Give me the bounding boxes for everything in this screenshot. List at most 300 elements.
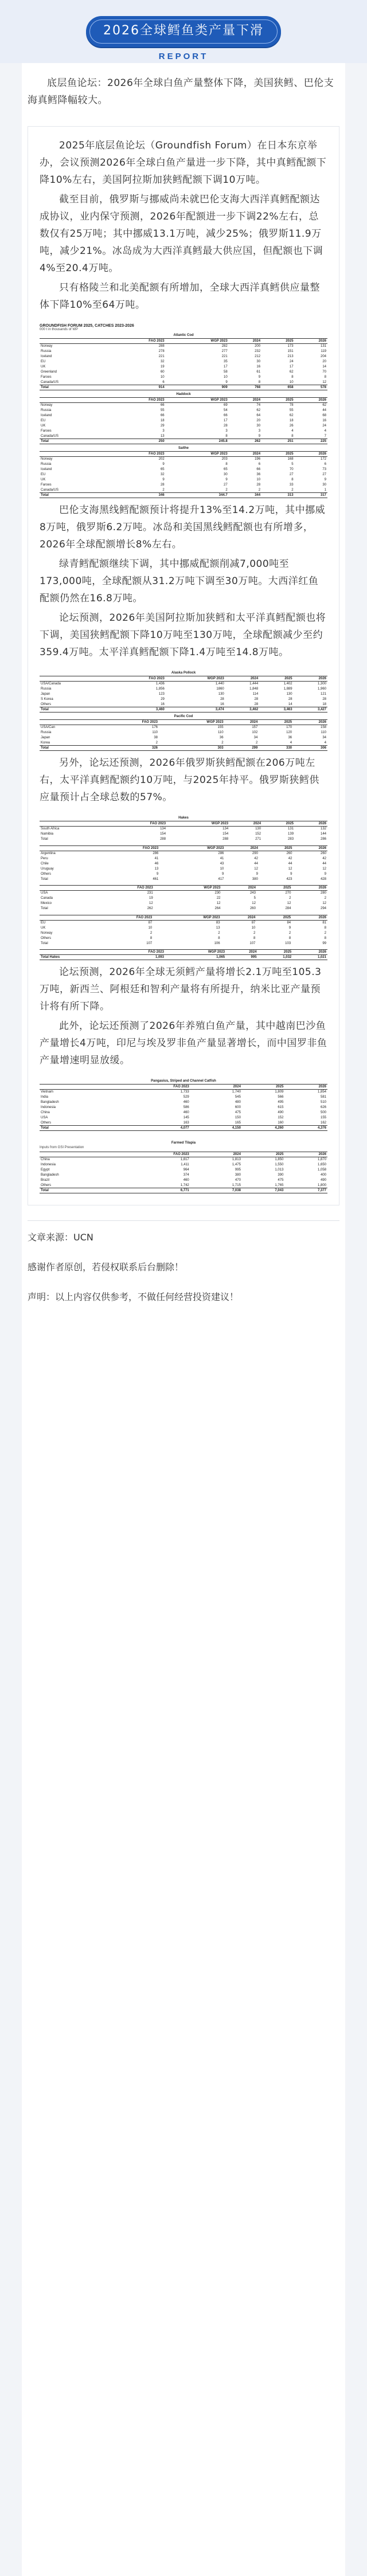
table-cell: 9 [225, 380, 228, 384]
table-cell: 8 [150, 936, 153, 940]
table-cell: 34 [253, 736, 258, 739]
table-cell: 12 [322, 902, 326, 905]
column-header: 2024 [229, 398, 261, 403]
table-row [40, 930, 327, 935]
column-header: 2025 [258, 950, 293, 955]
table-row [40, 856, 327, 861]
column-header [40, 452, 106, 457]
table-cell: 29 [161, 698, 165, 701]
column-header: WGP 2023 [167, 821, 229, 827]
table-cell: 13 [216, 926, 220, 930]
table-row [40, 1157, 327, 1162]
table-row [40, 871, 327, 876]
article-body [28, 75, 339, 1318]
table-cell: 460 [183, 1179, 189, 1182]
table-cell: 28 [220, 698, 224, 701]
table-cell: 1,960 [317, 687, 326, 691]
table-row [40, 1173, 327, 1178]
column-header: WGP 2023 [154, 886, 222, 891]
table-cell: 230 [214, 891, 221, 895]
data-table [40, 676, 327, 712]
table-cell: Total [40, 1126, 120, 1131]
table-cell: Korea [41, 741, 50, 745]
table-cell: 28 [256, 483, 261, 487]
table-cell: 30 [256, 424, 261, 428]
column-header: 2026 [295, 452, 327, 457]
column-header: FAO 2023 [110, 676, 166, 682]
column-header: WGP 2023 [153, 915, 221, 920]
table-cell: Iceland [41, 468, 52, 471]
table-row [40, 380, 327, 385]
column-header: WGP 2023 [166, 339, 229, 344]
table-cell: Faroes [41, 429, 52, 433]
table-cell [190, 1183, 200, 1188]
table-section-title: Hakes [178, 816, 189, 820]
column-header: 2024 [226, 950, 257, 955]
table-cell: 30 [223, 473, 228, 476]
table-cell: 10 [256, 478, 261, 481]
table-cell: 3,463 [259, 707, 293, 712]
column-header: 2026 [293, 845, 327, 851]
table-cell: 288 [158, 344, 165, 349]
table-cell: Peru [41, 856, 48, 860]
table-cell: 114 [252, 692, 259, 696]
column-header [190, 1152, 200, 1157]
table-cell: 8 [291, 434, 294, 438]
table-cell: 30 [322, 483, 326, 487]
table-cell: 1,475 [232, 1163, 241, 1166]
table-cell: 10 [148, 926, 153, 930]
table-cell: 162 [320, 1121, 326, 1125]
table-cell: Total [40, 746, 97, 751]
table-cell: 1,444 [249, 682, 259, 686]
table-row [40, 1110, 327, 1115]
table-cell: Argentina [41, 851, 56, 855]
table-cell: 165 [235, 1121, 241, 1125]
table-row [40, 408, 327, 413]
column-header [190, 1085, 200, 1090]
table-cell: 44 [322, 862, 326, 866]
table-cell: 110 [217, 731, 224, 734]
table-cell: USA [41, 1116, 48, 1119]
table-cell: 10 [160, 375, 165, 379]
table-cell: 423 [286, 877, 292, 881]
table-cell: 107 [249, 941, 256, 945]
table-cell: 9 [157, 872, 159, 876]
table-cell: 145 [183, 1116, 189, 1119]
table-cell: 1,013 [275, 1168, 284, 1172]
table-cell: S Korea [41, 698, 53, 701]
table-row [40, 1115, 327, 1121]
table-cell: 1,856 [155, 687, 165, 691]
table-cell: 30 [256, 360, 261, 363]
table-cell: 43 [220, 862, 224, 866]
table-cell: 27 [322, 473, 326, 476]
table-cell: 110 [321, 731, 326, 734]
table-cell: 54 [223, 409, 228, 412]
table-cell: 27 [223, 483, 228, 487]
table-cell: 2 [324, 931, 326, 935]
table-row [40, 725, 327, 730]
table-cell: 66 [223, 414, 228, 417]
table-cell: Total [41, 837, 48, 841]
table-cell: China [41, 1111, 50, 1114]
table-cell: 157 [252, 726, 258, 730]
table-cell: 152 [278, 1116, 284, 1119]
table-cell: 1,800 [317, 1183, 326, 1187]
table-cell: Uruguay [41, 867, 54, 871]
table-row [40, 472, 327, 477]
table-cell: Vietnam [41, 1090, 53, 1094]
table-cell: Total [41, 877, 48, 881]
table-cell: 231 [147, 891, 153, 895]
table-cell: 7,038 [199, 1188, 242, 1193]
table-section-title: Pacific Cod [174, 715, 193, 718]
column-header: 2025 [256, 915, 292, 920]
table-section-title: Atlantic Cod [173, 334, 194, 337]
thanks-line: 感谢作者原创，若侵权联系后台删除！ [28, 1262, 184, 1273]
table-row [40, 837, 327, 842]
column-header: 2025 [259, 676, 293, 682]
table-cell: 460 [183, 1111, 189, 1114]
table-cell: 13 [160, 434, 165, 438]
table-cell [190, 1090, 200, 1095]
table-header-row [40, 821, 327, 827]
table-cell: 69 [223, 404, 228, 408]
table-cell: 55 [289, 409, 294, 412]
column-header: 2026 [284, 1085, 327, 1090]
table-cell: 154 [222, 832, 229, 836]
column-header: 2024 [225, 720, 259, 725]
table-cell [190, 1168, 200, 1173]
column-header: 2024 [199, 1085, 242, 1090]
table-cell: 42 [288, 856, 292, 860]
table-cell: 225 [295, 439, 327, 444]
catfish-table [40, 1079, 327, 1131]
table-total-row [40, 746, 327, 751]
table-cell [190, 1110, 200, 1115]
column-header: 2025 [257, 886, 292, 891]
table-cell: 529 [183, 1095, 189, 1099]
data-table [40, 821, 327, 842]
table-cell: 17 [223, 419, 228, 422]
table-cell: 9 [290, 872, 292, 876]
table-cell: 251 [261, 439, 294, 444]
table-row [40, 692, 327, 697]
table-cell: 151 [287, 350, 294, 353]
table-cell: 380 [252, 877, 258, 881]
table-cell: 38 [154, 736, 158, 739]
disclaimer-line: 声明：以上内容仅供参考，不做任何经营投资建议！ [28, 1291, 239, 1302]
table-cell: 106 [214, 941, 220, 945]
column-header [40, 1152, 120, 1157]
table-cell: 3,474 [166, 707, 225, 712]
table-cell: Iceland [41, 414, 52, 417]
table-cell: Russia [41, 687, 52, 691]
table-cell: 2 [155, 741, 158, 745]
table-cell: 9 [222, 872, 224, 876]
table-cell: 1,411 [181, 1163, 189, 1166]
table-cell: 14 [288, 702, 292, 706]
table-row [40, 1183, 327, 1188]
table-cell: 1,742 [180, 1183, 189, 1187]
table-cell: 282 [221, 344, 228, 349]
table-total-row [40, 707, 327, 712]
table-cell: USA/Canada [41, 682, 61, 686]
table-row [40, 462, 327, 467]
table-cell: 19 [160, 365, 165, 369]
table-cell: 1,402 [283, 682, 292, 686]
table-cell: 2 [258, 488, 261, 492]
table-row [40, 424, 327, 429]
table-header-row [40, 915, 327, 920]
table-cell: 173 [287, 344, 294, 349]
table-cell: 4 [324, 429, 326, 433]
column-header: WGP 2023 [165, 950, 226, 955]
table-cell: 9 [258, 434, 261, 438]
table-cell: 84 [287, 921, 291, 925]
table-cell: 909 [166, 385, 229, 390]
table-cell: 995 [226, 955, 257, 960]
table-cell: 73 [322, 468, 326, 471]
column-header: 2025 [262, 821, 295, 827]
column-header: 2025 [242, 1152, 285, 1157]
table-cell: 615 [278, 1106, 284, 1109]
data-table [40, 451, 327, 498]
table-cell: 65 [160, 468, 165, 471]
table-cell: 78 [289, 404, 294, 408]
table-cell: 134 [160, 827, 166, 831]
table-cell: 9 [288, 926, 291, 930]
table-cell: 160 [278, 1121, 284, 1125]
column-header [40, 720, 97, 725]
table-cell [190, 1095, 200, 1100]
header-banner [0, 0, 367, 63]
table-cell: 46 [154, 862, 159, 866]
table-cell: 28 [160, 483, 165, 487]
data-table [40, 845, 327, 882]
table-cell: 277 [221, 350, 228, 353]
table-cell: 4,376 [284, 1126, 327, 1131]
table-cell: 2 [289, 896, 291, 900]
table-cell: 121 [320, 692, 326, 696]
table-cell: 16 [220, 702, 224, 706]
data-table [40, 719, 327, 751]
table-cell: 8 [324, 375, 326, 379]
table-cell: 4 [291, 429, 294, 433]
table-cell: 581 [320, 1095, 326, 1099]
table-row [40, 861, 327, 866]
table-cell: Others [41, 872, 52, 876]
table-cell [190, 1157, 200, 1162]
table-row [40, 344, 327, 349]
table-cell: 8 [291, 478, 294, 481]
column-header: 2024 [229, 452, 261, 457]
table-cell: 9 [256, 872, 258, 876]
table-cell: Others [41, 1121, 52, 1125]
column-header: 2026 [295, 398, 327, 403]
table-total-row [40, 439, 327, 444]
paragraph: 论坛预测，2026年美国阿拉斯加狭鳕和太平洋真鳕配额也将下调，美国狭鳕配额下降10万吨至130万吨，全球配额减少至约359.4万吨。太平洋真鳕配额下降1.4万吨至14.8万吨。 [40, 612, 326, 658]
table-cell: Russia [41, 350, 52, 353]
column-header [40, 915, 89, 920]
table-cell: 286 [218, 851, 224, 855]
table-cell: Canada/US [41, 380, 59, 384]
table-cell: 28 [322, 698, 326, 701]
table-cell: 417 [218, 877, 224, 881]
table-cell: 290 [252, 851, 258, 855]
table-row [40, 1095, 327, 1100]
table-cell [190, 1188, 200, 1193]
table-cell [190, 1105, 200, 1110]
table-cell: EU [41, 360, 46, 363]
data-table [40, 915, 327, 946]
table-cell: 66 [160, 414, 165, 417]
table-cell: 1,436 [155, 682, 165, 686]
table-cell: 6 [324, 463, 326, 466]
table-cell: 16 [322, 419, 326, 422]
table-cell: 83 [216, 921, 220, 925]
table-subtitle: 000 t in thousands of WP [40, 328, 79, 331]
column-header: 2026 [292, 915, 327, 920]
table-row [40, 832, 327, 837]
column-header: 2024 [229, 339, 261, 344]
table-cell: 260 [249, 907, 256, 910]
source-line: 文章来源：UCN [28, 1232, 93, 1243]
table-cell: 1,032 [258, 955, 293, 960]
table-cell: 1,440 [215, 682, 224, 686]
table-cell: 8 [225, 463, 228, 466]
table-cell: 1,058 [317, 1168, 326, 1172]
table-cell: 475 [278, 1179, 284, 1182]
table-cell: 330 [259, 746, 293, 751]
table-cell: 155 [320, 1116, 326, 1119]
table-cell: 294 [320, 907, 326, 910]
article-title: 2026全球鳕鱼类产量下滑 [103, 24, 264, 38]
table-cell: 1,765 [275, 1183, 284, 1187]
table-cell: 62 [256, 409, 261, 412]
column-header: FAO 2023 [106, 398, 166, 403]
table-cell: 280 [320, 891, 326, 895]
column-header: FAO 2023 [106, 452, 166, 457]
column-header: 2024 [222, 886, 257, 891]
table-cell: 203 [221, 457, 228, 461]
table-cell: Greenland [41, 370, 57, 374]
table-row [40, 687, 327, 692]
table-cell: 2 [253, 931, 256, 935]
table-cell: Namibia [41, 832, 54, 836]
table-cell: 260 [320, 851, 326, 855]
table-cell: 7 [324, 434, 326, 438]
column-header: 2025 [242, 1085, 285, 1090]
table-cell: 1,740 [232, 1090, 241, 1094]
table-total-row [40, 955, 327, 960]
table-cell: 1,733 [180, 1090, 189, 1094]
table-cell: 28 [223, 424, 228, 428]
table-cell: 44 [288, 862, 292, 866]
table-cell: 66 [256, 468, 261, 471]
table-cell: 2 [324, 896, 326, 900]
table-cell: 17 [223, 365, 228, 369]
table-cell: 1,093 [108, 955, 165, 960]
table-title: GROUNDFISH FORUM 2025, CATCHES 2023-2026 [40, 324, 134, 328]
table-cell: 19 [149, 896, 153, 900]
column-header [40, 845, 98, 851]
table-cell: 250 [106, 439, 166, 444]
table-cell: 152 [255, 832, 261, 836]
table-row [40, 697, 327, 702]
table-cell: 200 [255, 344, 261, 349]
table-cell: 66 [160, 404, 165, 408]
table-cell: UK [41, 365, 46, 369]
table-cell: 1,021 [292, 955, 327, 960]
table-cell: 172 [320, 457, 326, 461]
table-cell: 20 [322, 360, 326, 363]
table-cell: 87 [148, 921, 153, 925]
column-header: WGP 2023 [166, 398, 229, 403]
atlantic-catch-table [40, 324, 327, 498]
data-table [40, 1084, 327, 1131]
table-cell: 12 [322, 867, 326, 871]
left-margin [0, 0, 22, 2576]
table-cell: 1,817 [180, 1158, 189, 1162]
table-cell: 8 [218, 936, 220, 940]
column-header: WGP 2023 [159, 845, 225, 851]
table-cell: 32 [160, 360, 165, 363]
table-cell: 283 [288, 837, 294, 841]
table-cell: 22 [216, 896, 221, 900]
table-cell: 490 [320, 1179, 326, 1182]
table-cell: USA/Can [41, 726, 56, 730]
data-table [40, 338, 327, 390]
table-cell: 914 [106, 385, 166, 390]
column-header [40, 398, 106, 403]
table-cell: Total [40, 385, 106, 390]
table-cell: 14 [322, 365, 326, 369]
column-header: 2026 [284, 1152, 327, 1157]
table-cell: 271 [255, 837, 261, 841]
table-cell: 176 [151, 726, 158, 730]
table-header-row [40, 1152, 327, 1157]
table-row [40, 925, 327, 930]
table-cell: 61 [256, 370, 261, 374]
table-cell: 262 [229, 439, 261, 444]
table-cell: 286 [153, 851, 159, 855]
column-header: 2026 [292, 886, 327, 891]
table-cell: Norway [41, 457, 53, 461]
table-row [40, 488, 327, 493]
table-cell: 41 [154, 856, 159, 860]
hakes-table [40, 816, 327, 960]
column-header: 2024 [199, 1152, 242, 1157]
table-header-row [40, 950, 327, 955]
table-cell: 102 [252, 731, 258, 734]
table-cell: EU [41, 921, 46, 925]
column-header: 2024 [225, 845, 259, 851]
table-total-row [40, 1188, 327, 1193]
table-section-title: Haddock [176, 393, 191, 396]
table-row [40, 906, 327, 911]
table-cell: China [41, 1158, 50, 1162]
column-header: 2025 [261, 452, 294, 457]
table-cell: 1 [324, 488, 326, 492]
table-cell: 262 [147, 907, 153, 910]
intro-paragraph: 底层鱼论坛：2026年全球白鱼产量整体下降，美国狭鳕、巴伦支海真鳕降幅较大。 [28, 77, 334, 106]
table-cell: 9 [258, 375, 261, 379]
table-cell: 20 [256, 419, 261, 422]
column-header: FAO 2023 [120, 1085, 190, 1090]
table-section-title: Pangasius, Striped and Channel Catfish [151, 1079, 216, 1083]
